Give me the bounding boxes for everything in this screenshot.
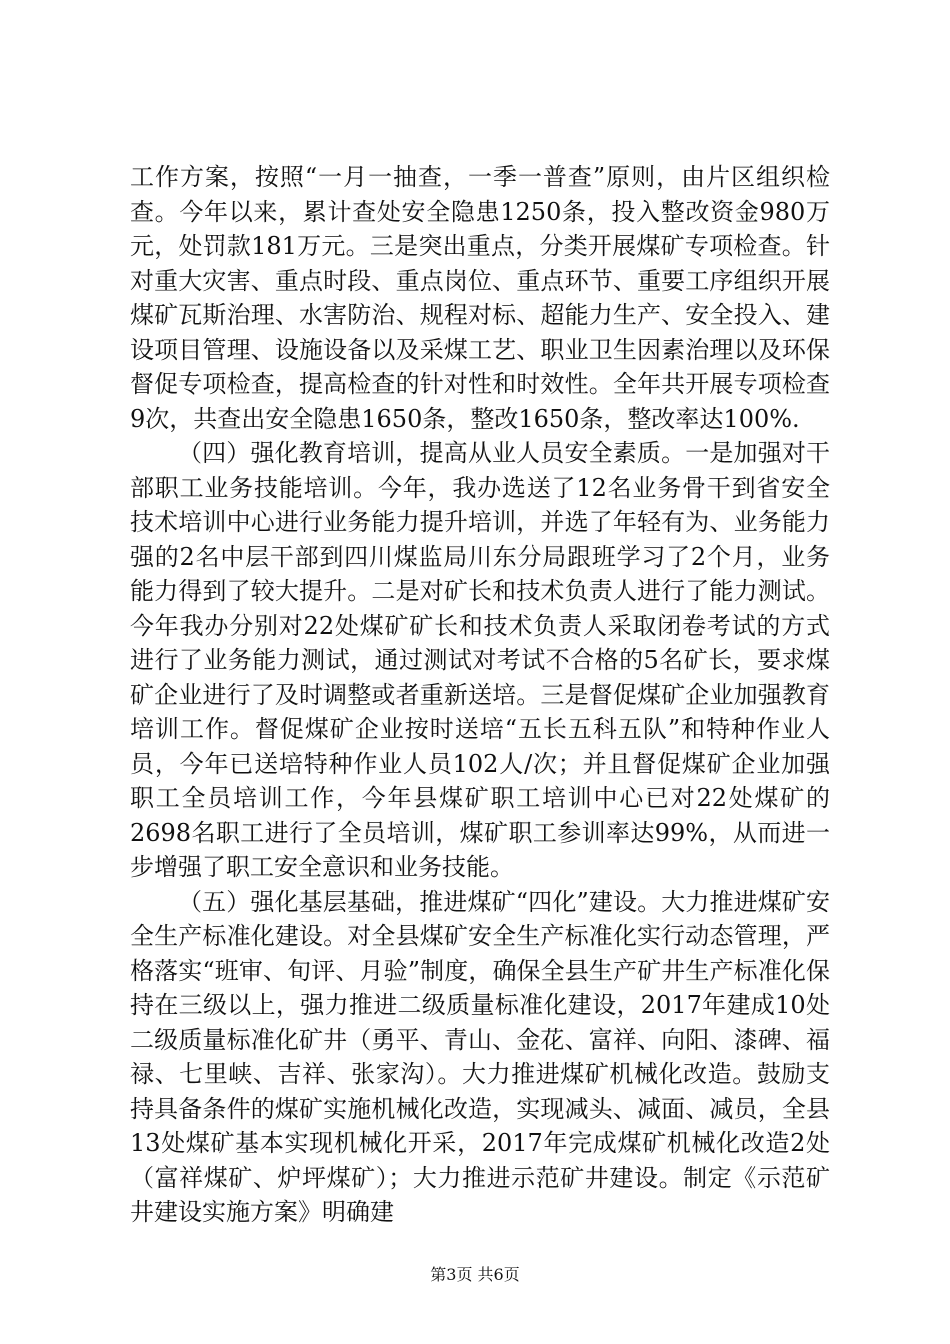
paragraph-section-5: （五）强化基层基础，推进煤矿“四化”建设。大力推进煤矿安全生产标准化建设。对全县煤矿安全生产标准化实行动态管理，严格落实“班审、旬评、月验”制度，确保全县生产矿井生产标准化保持在三级以上，强力推进二级质量标准化建设，2017年建成10处二级质量标准化矿井（勇平、青山、金花、富祥、向阳、漆碑、福禄、七里峡、吉祥、张家沟）。大力推进煤矿机械化改造。鼓励支持具备条件的煤矿实施机械化改造，实现减头、减面、减员，全县13处煤矿基本实现机械化开采，2017年完成煤矿机械化改造2处（富祥煤矿、炉坪煤矿）；大力推进示范矿井建设。制定《示范矿井建设实施方案》明确建	[130, 887, 830, 1226]
paragraph-section-4: （四）强化教育培训，提高从业人员安全素质。一是加强对干部职工业务技能培训。今年，我办选送了12名业务骨干到省安全技术培训中心进行业务能力提升培训，并选了年轻有为、业务能力强的2名中层干部到四川煤监局川东分局跟班学习了2个月，业务能力得到了较大提升。二是对矿长和技术负责人进行了能力测试。今年我办分别对22处煤矿矿长和技术负责人采取闭卷考试的方式进行了业务能力测试，通过测试对考试不合格的5名矿长，要求煤矿企业进行了及时调整或者重新送培。三是督促煤矿企业加强教育培训工作。督促煤矿企业按时送培“五长五科五队”和特种作业人员，今年已送培特种作业人员102人/次；并且督促煤矿企业加强职工全员培训工作，今年县煤矿职工培训中心已对22处煤矿的2698名职工进行了全员培训，煤矿职工参训率达99%，从而进一步增强了职工安全意识和业务技能。	[130, 439, 830, 881]
document-body	[130, 160, 830, 1230]
paragraph-continuation: 工作方案，按照“一月一抽查，一季一普查”原则，由片区组织检查。今年以来，累计查处安全隐患1250条，投入整改资金980万元，处罚款181万元。三是突出重点，分类开展煤矿专项检查。针对重大灾害、重点时段、重点岗位、重点环节、重要工序组织开展煤矿瓦斯治理、水害防治、规程对标、超能力生产、安全投入、建设项目管理、设施设备以及采煤工艺、职业卫生因素治理以及环保督促专项检查，提高检查的针对性和时效性。全年共开展专项检查9次，共查出安全隐患1650条，整改1650条，整改率达100%.	[130, 163, 830, 433]
page-footer: 第3页 共6页	[430, 1265, 520, 1284]
